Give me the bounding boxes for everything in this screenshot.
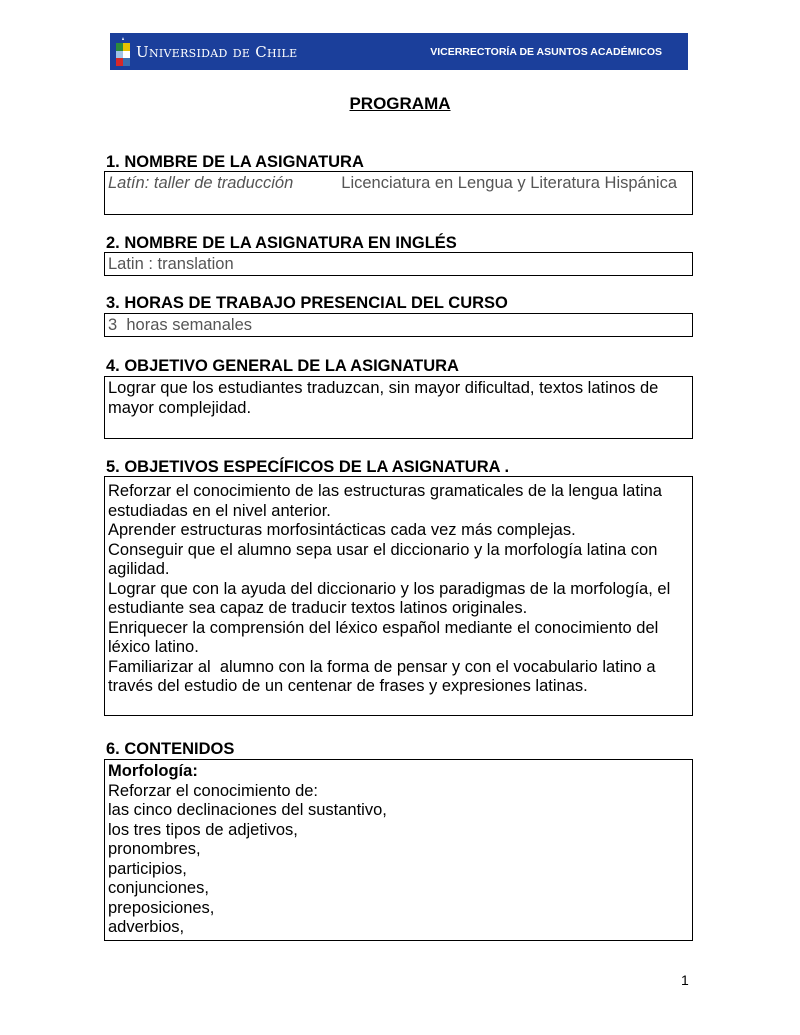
specific-objective: Conseguir que el alumno sepa usar el diccionario y la morfología latina con agilidad. bbox=[108, 540, 658, 578]
content-item: los tres tipos de adjetivos, bbox=[108, 820, 298, 839]
content-item: preposiciones, bbox=[108, 898, 215, 917]
program-name: Licenciatura en Lengua y Literatura Hispánica bbox=[341, 174, 677, 192]
page-title: PROGRAMA bbox=[349, 94, 451, 113]
content-item: Reforzar el conocimiento de: bbox=[108, 781, 319, 800]
section-3-box bbox=[104, 313, 693, 337]
specific-objective: Familiarizar al alumno con la forma de pensar y con el vocabulario latino a través del estudio de un centenar de frases y expresiones latinas. bbox=[108, 657, 661, 695]
content-item: las cinco declinaciones del sustantivo, bbox=[108, 801, 387, 819]
section-4-heading: 4. OBJETIVO GENERAL DE LA ASIGNATURA bbox=[106, 357, 459, 375]
section-3-heading: 3. HORAS DE TRABAJO PRESENCIAL DEL CURSO bbox=[106, 294, 508, 312]
section-1-heading: 1. NOMBRE DE LA ASIGNATURA bbox=[106, 153, 364, 171]
hours-text: 3 horas semanales bbox=[108, 316, 252, 334]
content-item: adverbios, bbox=[108, 918, 185, 936]
content-item: participios, bbox=[108, 859, 187, 878]
header-banner bbox=[110, 33, 688, 70]
english-name: Latin : translation bbox=[108, 255, 234, 273]
university-logo-icon bbox=[116, 37, 130, 66]
university-name: Universidad de Chile bbox=[136, 43, 298, 61]
section-5-box bbox=[104, 476, 693, 716]
specific-objective: Aprender estructuras morfosintácticas cada vez más complejas. bbox=[108, 521, 576, 539]
specific-objective: Reforzar el conocimiento de las estructuras gramaticales de la lengua latina estudiadas en el nivel anterior. bbox=[108, 482, 662, 520]
page-number: 1 bbox=[681, 972, 689, 988]
office-name: VICERRECTORÍA DE ASUNTOS ACADÉMICOS bbox=[430, 46, 662, 58]
content-item: conjunciones, bbox=[108, 879, 209, 897]
contents-subheading: Morfología: bbox=[108, 762, 198, 780]
content-item: pronombres, bbox=[108, 840, 201, 858]
specific-objective: Enriquecer la comprensión del léxico español mediante el conocimiento del léxico latino. bbox=[108, 618, 659, 656]
section-6-box bbox=[104, 759, 693, 941]
section-2-heading: 2. NOMBRE DE LA ASIGNATURA EN INGLÉS bbox=[106, 234, 457, 252]
section-1-box bbox=[104, 171, 693, 215]
section-5-heading: 5. OBJETIVOS ESPECÍFICOS DE LA ASIGNATURA . bbox=[106, 458, 510, 476]
general-objective: Lograr que los estudiantes traduzcan, sin mayor dificultad, textos latinos de mayor complejidad. bbox=[108, 379, 659, 417]
section-2-box bbox=[104, 252, 693, 276]
course-name: Latín: taller de traducción bbox=[108, 174, 294, 192]
section-4-box bbox=[104, 376, 693, 439]
specific-objective: Lograr que con la ayuda del diccionario y los paradigmas de la morfología, el estudiante sea capaz de traducir textos latinos originales. bbox=[108, 579, 671, 617]
section-6-heading: 6. CONTENIDOS bbox=[106, 740, 235, 758]
